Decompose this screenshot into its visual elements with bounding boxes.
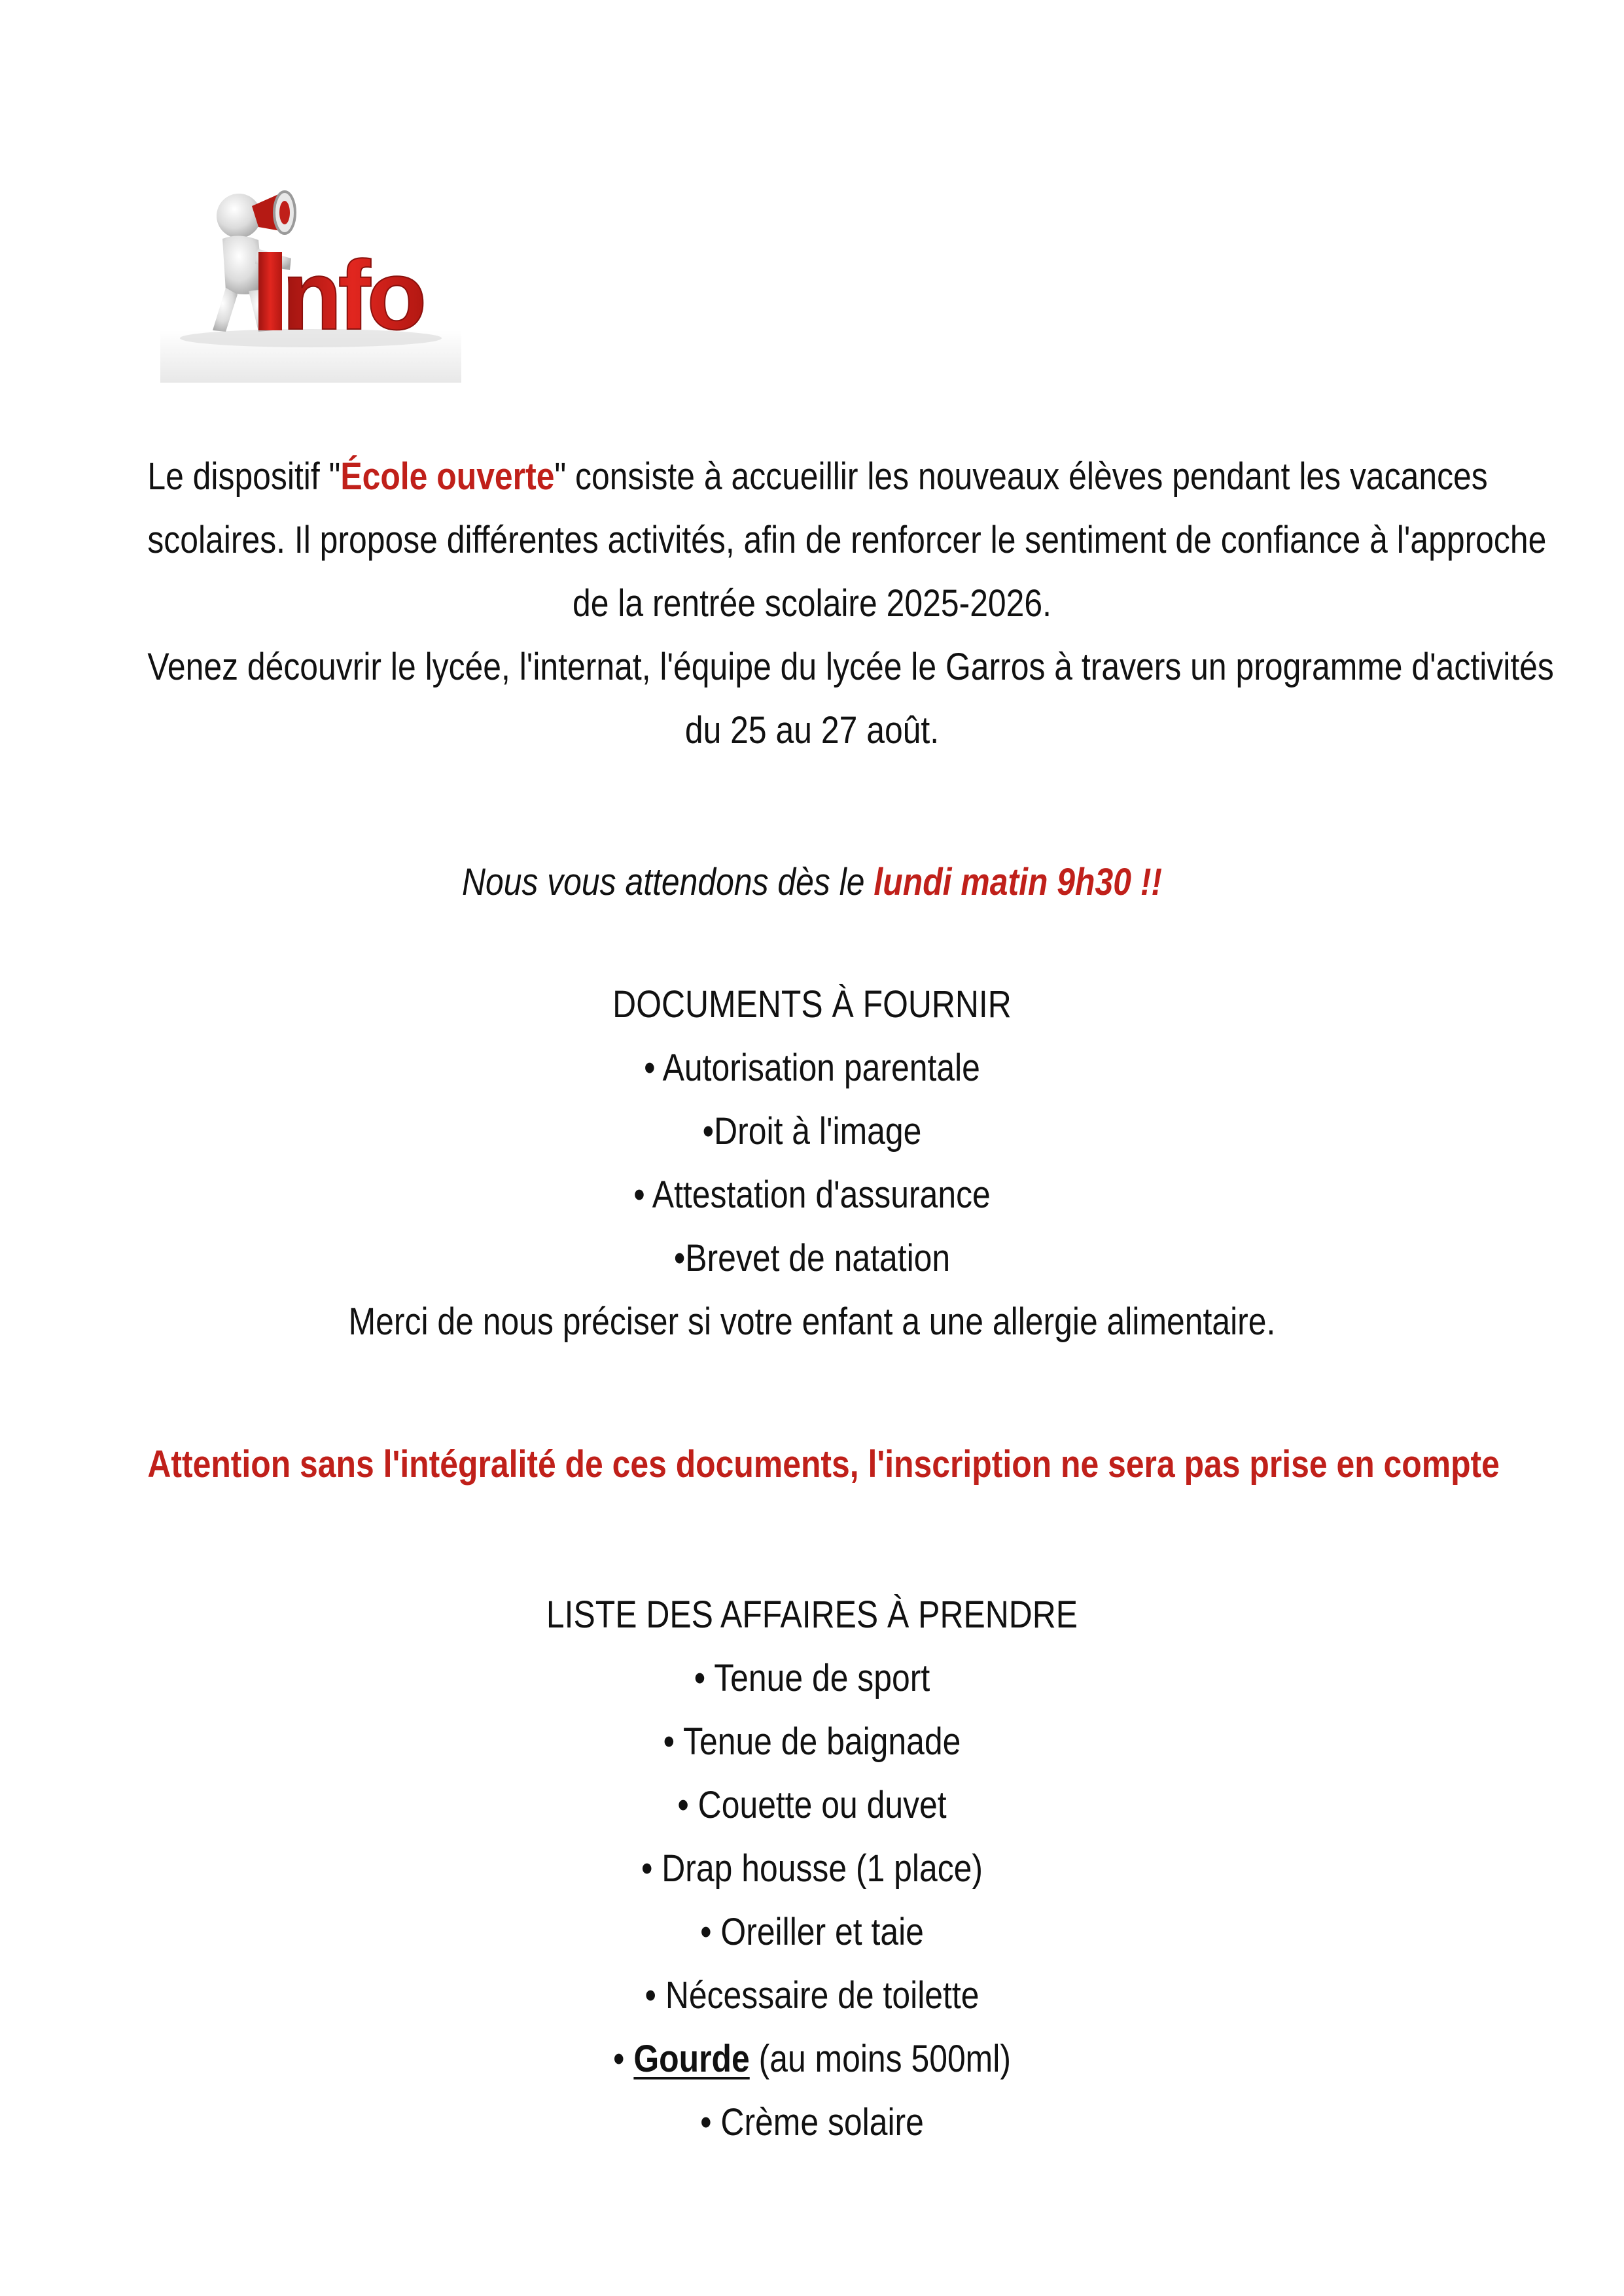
intro-line-3: de la rentrée scolaire 2025-2026.: [572, 582, 1052, 625]
documents-item: • Attestation d'assurance: [633, 1174, 991, 1216]
documents-item: •Brevet de natation: [673, 1237, 951, 1279]
program-name: École ouverte: [340, 455, 555, 498]
megaphone-person-icon: [160, 167, 461, 383]
belongings-title: LISTE DES AFFAIRES À PRENDRE: [546, 1593, 1078, 1636]
intro-text: Le dispositif ": [147, 455, 341, 498]
belongings-item: • Oreiller et taie: [700, 1911, 924, 1953]
welcome-text: Nous vous attendons dès le: [461, 861, 874, 903]
belongings-item-gourde: [147, 2040, 1476, 2078]
intro-text: " consiste à accueillir les nouveaux élèves pendant les vacances: [554, 455, 1488, 498]
svg-text:nfo: nfo: [282, 240, 423, 350]
welcome-time: lundi matin 9h30 !!: [874, 861, 1163, 903]
belongings-item: • Drap housse (1 place): [641, 1847, 983, 1890]
intro-line-4: Venez découvrir le lycée, l'internat, l'équipe du lycée le Garros à travers un programme d'activités: [147, 646, 1554, 688]
bullet: •: [613, 2038, 634, 2080]
belongings-item: • Tenue de baignade: [663, 1720, 961, 1763]
belongings-item: • Crème solaire: [700, 2101, 924, 2144]
welcome-line: [147, 863, 1476, 901]
intro-line-1: [147, 455, 1488, 498]
belongings-item: • Nécessaire de toilette: [644, 1974, 980, 2017]
gourde-detail: (au moins 500ml): [749, 2038, 1011, 2080]
documents-item: • Autorisation parentale: [644, 1047, 980, 1089]
info-logo: [160, 167, 461, 383]
allergy-note: Merci de nous préciser si votre enfant a une allergie alimentaire.: [348, 1300, 1276, 1343]
gourde-word: Gourde: [633, 2038, 750, 2080]
intro-line-5: du 25 au 27 août.: [684, 709, 940, 752]
belongings-item: • Couette ou duvet: [677, 1784, 947, 1826]
warning-text: Attention sans l'intégralité de ces documents, l'inscription ne sera pas prise en compte: [147, 1443, 1500, 1486]
belongings-item: • Tenue de sport: [694, 1657, 930, 1699]
documents-title: DOCUMENTS À FOURNIR: [612, 983, 1012, 1026]
intro-line-2: scolaires. Il propose différentes activités, afin de renforcer le sentiment de confiance à l'approche: [147, 519, 1547, 561]
documents-item: •Droit à l'image: [702, 1110, 922, 1153]
